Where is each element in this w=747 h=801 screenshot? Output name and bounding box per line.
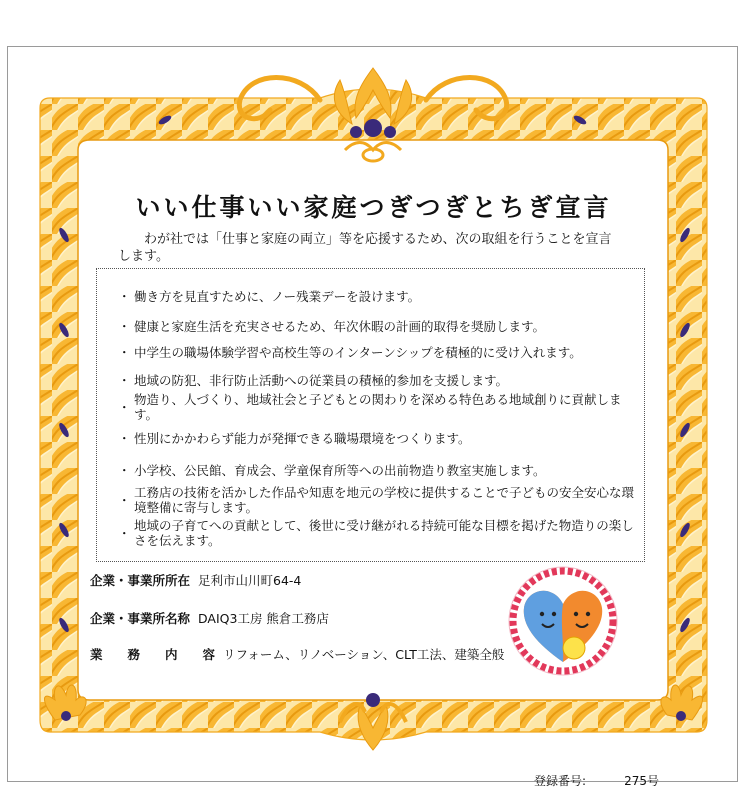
registration-number: 275号 (624, 774, 659, 788)
company-name-value: DAIQ3工房 熊倉工務店 (198, 611, 329, 626)
commitment-text: 性別にかかわらず能力が発揮できる職場環境をつくります。 (134, 431, 471, 446)
commitment-item (118, 431, 640, 446)
commitment-text: 小学校、公民館、育成会、学童保育所等への出前物造り教室実施します。 (134, 463, 546, 478)
business-label: 業 務 内 容 (90, 647, 216, 662)
bullet: ・ (118, 463, 131, 478)
bullet: ・ (118, 319, 131, 334)
bullet: ・ (118, 289, 131, 304)
bullet: ・ (118, 400, 131, 415)
commitment-text: 工務店の技術を活かした作品や知恵を地元の学校に提供することで子どもの安全安心な環境整備に寄与します。 (134, 485, 635, 515)
bullet: ・ (118, 526, 131, 541)
commitment-text: 中学生の職場体験学習や高校生等のインターンシップを積極的に受け入れます。 (134, 345, 582, 360)
company-name-row (90, 609, 329, 627)
heart-logo-icon (504, 562, 622, 680)
commitment-text: 物造り、人づくり、地域社会と子どもとの関わりを深める特色ある地域創りに貢献します。 (134, 392, 622, 422)
intro-text: わが社では「仕事と家庭の両立」等を応援するため、次の取組を行うことを宣言します。 (118, 232, 612, 264)
commitment-text: 働き方を見直すために、ノー残業デーを設けます。 (134, 289, 421, 304)
bullet: ・ (118, 345, 131, 360)
commitment-item (118, 392, 640, 422)
address-row (90, 571, 301, 589)
bullet: ・ (118, 431, 131, 446)
commitment-item (118, 319, 640, 334)
commitment-item (118, 463, 640, 478)
commitment-item (118, 289, 640, 304)
address-value: 足利市山川町64-4 (198, 573, 302, 588)
commitment-item (118, 485, 640, 515)
bullet: ・ (118, 493, 131, 508)
commitment-text: 健康と家庭生活を充実させるため、年次休暇の計画的取得を奨励します。 (134, 319, 546, 334)
commitment-item (118, 518, 640, 548)
business-value: リフォーム、リノベーション、CLT工法、建築全般 (223, 647, 505, 662)
address-label: 企業・事業所所在 (90, 573, 191, 588)
commitment-text: 地域の子育てへの貢献として、後世に受け継がれる持続可能な目標を掲げた物造りの楽しさを伝えます。 (134, 518, 634, 548)
bullet: ・ (118, 373, 131, 388)
company-name-label: 企業・事業所名称 (90, 611, 191, 626)
business-row (90, 645, 504, 663)
commitment-text: 地域の防犯、非行防止活動への従業員の積極的参加を支援します。 (134, 373, 509, 388)
registration-label: 登録番号: (534, 774, 587, 788)
registration-row (534, 772, 659, 789)
commitment-item (118, 345, 640, 360)
certificate-title: いい仕事いい家庭つぎつぎとちぎ宣言 (135, 193, 612, 222)
commitment-item (118, 373, 640, 388)
